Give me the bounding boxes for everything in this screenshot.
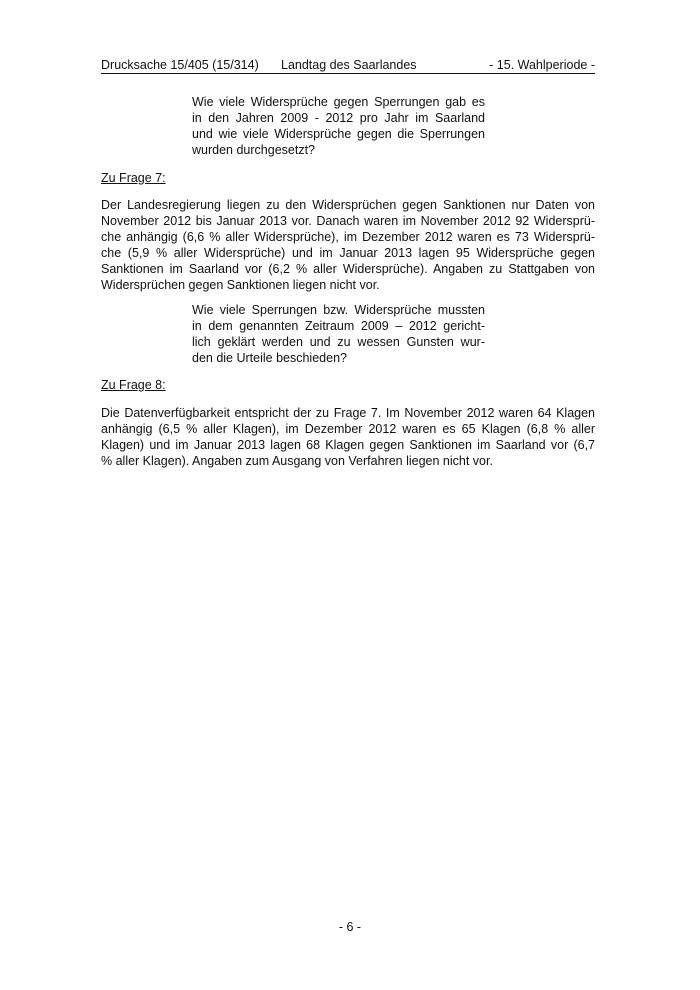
answer-line: % aller Klagen). Angaben zum Ausgang von Verfahren liegen nicht vor. [101,454,493,468]
answer-7-text [101,197,595,293]
answer-line: che (5,9 % aller Widersprüche) und im Januar 2013 lagen 95 Widersprüche gegen [101,246,595,260]
parliament-name: Landtag des Saarlandes [281,58,417,72]
question-line: in dem genannten Zeitraum 2009 – 2012 gericht- [192,319,485,333]
page-number: - 6 - [338,920,362,934]
question-line: wurden durchgesetzt? [192,143,315,157]
question-line: in den Jahren 2009 - 2012 pro Jahr im Saarland [192,111,485,125]
question-7-text [192,94,485,158]
question-line: Wie viele Widersprüche gegen Sperrungen gab es [192,95,485,109]
question-line: Wie viele Sperrungen bzw. Widersprüche mussten [192,303,485,317]
answer-line: anhängig (6,5 % aller Klagen), im Dezember 2012 waren es 65 Klagen (6,8 % aller [101,422,595,436]
answer-line: November 2012 bis Januar 2013 vor. Danach waren im November 2012 92 Widersprü- [101,214,595,228]
answer-line: Widersprüchen gegen Sanktionen liegen nicht vor. [101,278,380,292]
question-8-text [192,302,485,366]
answer-8-heading: Zu Frage 8: [101,378,166,392]
legislative-period: - 15. Wahlperiode - [489,58,595,72]
answer-line: Klagen) und im Januar 2013 lagen 68 Klagen gegen Sanktionen im Saarland vor (6,7 [101,438,595,452]
answer-line: Die Datenverfügbarkeit entspricht der zu Frage 7. Im November 2012 waren 64 Klagen [101,406,595,420]
question-line: den die Urteile beschieden? [192,351,347,365]
answer-line: Der Landesregierung liegen zu den Widersprüchen gegen Sanktionen nur Daten von [101,198,595,212]
question-line: lich geklärt werden und zu wessen Gunsten wur- [192,335,485,349]
document-number: Drucksache 15/405 (15/314) [101,58,259,72]
question-line: und wie viele Widersprüche gegen die Sperrungen [192,127,485,141]
answer-8-text [101,405,595,469]
page-header [101,57,595,74]
answer-line: Sanktionen im Saarland vor (6,2 % aller Widersprüche). Angaben zu Stattgaben von [101,262,595,276]
answer-line: che anhängig (6,6 % aller Widersprüche), im Dezember 2012 waren es 73 Widersprü- [101,230,595,244]
answer-7-heading: Zu Frage 7: [101,171,166,185]
